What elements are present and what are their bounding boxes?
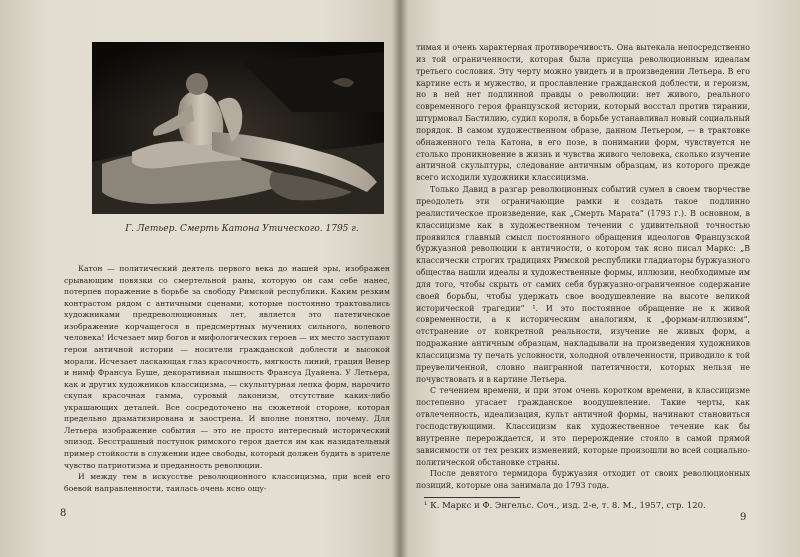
figure-caption: Г. Летьер. Смерть Катона Утического. 1795 г. [125, 224, 359, 234]
footnote-rule [424, 497, 520, 498]
painting-illustration [92, 42, 384, 214]
left-paragraph-2: И между тем в искусстве революционного классицизма, при всей его боевой направленности, таилась очень ясно ощу- [64, 472, 390, 493]
page-number-right: 9 [740, 512, 747, 523]
right-paragraph-4: После девятого термидора буржуазия отходит от своих революционных позиций, которые она занимала до 1793 года. [416, 469, 750, 491]
right-paragraph-3: С течением времени, и при этом очень коротком времени, в классицизме постепенно угасает гражданское воодушевление. Такие черты, как отвлеченность, идеализация, культ античной формы, начинают становиться господствующими. Классицизм как художественное течение как бы внутренне перерождается, и это перерождение стояло в самой прямой зависимости от тех резких изменений, которые произошли во всей социально-политической обстановке страны. [416, 386, 750, 467]
right-page [400, 0, 800, 557]
painting-figure [92, 42, 384, 214]
page-number-left: 8 [60, 508, 67, 519]
left-body-text [64, 263, 390, 494]
footnote: ¹ К. Маркс и Ф. Энгельс. Соч., изд. 2-е, т. 8. М., 1957, стр. 120. [424, 501, 706, 511]
right-paragraph-2: Только Давид в разгар революционных событий сумел в своем творчестве преодолеть эти ограничающие рамки и создать такое подлинно реалистическое произведение, как „Смерть Марата“ (1793 г.). В основном, в классицизме как в художественном течении с удивительной точностью проявился главный смысл постоянного обращения идеологов Французской буржуазной революции к античности, о котором так ясно писал Маркс: „В классически строгих традициях Римской республики гладиаторы буржуазного общества нашли идеалы и художественные формы, иллюзии, необходимые им для того, чтобы скрыть от самих себя буржуазно-ограниченное содержание своей борьбы, чтобы удержать свое воодушевление на высоте великой исторической трагедии“ ¹. И это постоянное обращение не к живой современности, а к историческим аналогиям, к „формам-иллюзиям“, отстранение от конкретной реальности, изучение не живых форм, а подражание античным образцам, накладывали на произведения художников классицизма ту печать условности, холодной отвлеченности, приводило к той преувеличенной, словно наигранной патетичности, которых нельзя не почувствовать и в картине Летьера. [416, 185, 750, 384]
right-paragraph-1: тимая и очень характерная противоречивость. Она вытекала непосредственно из той ограниченности, которая была присуща революционным идеалам третьего сословия. Эту черту можно увидеть и в произведении Летьера. В его картине есть и мужество, и прославление гражданской доблести, и героизм, но в ней нет подлинной правды о революции: нет живого, реального современного героя французской истории, который восстал против тирании, штурмовал Бастилию, судил короля, в борьбе устанавливал новый социальный порядок. В самом художественном образе, данном Летьером, — в трактовке обнаженного тела Катона, в его позе, в понимании форм, чувствуется не столько проникновение в жизнь и чувства живого человека, сколько изучение античной скульптуры, следование античным образцам, из которого прежде всего исходили художники классицизма. [416, 43, 750, 183]
left-paragraph-1: Катон — политический деятель первого века до нашей эры, изображен срывающим повязки со смертельной раны, которую он сам себе нанес, потерпев поражение в борьбе за свободу Римской республики. Каким резким контрастом рядом с античными сценами, которые постоянно трактовались художниками предреволюционных лет, является это патетическое изображение корчащегося в предсмертных мучениях сильного, волевого человека! Исчезает мир богов и мифологических героев — их место заступают герои античной истории — носители гражданской доблести и высокой морали. Исчезает ласкающая глаз красочность, мягкость линий, грация Венер и нимф Франсуа Буше, декоративная пышность Франсуа Дуайена. У Летьера, как и других художников классицизма, — скульптурная лепка форм, нарочито скупая красочная гамма, суровый лаконизм, отсутствие каких-либо украшающих деталей. Все сосредоточено на сюжетной стороне, которая предельно драматизирована и заострена. И вполне понятно, почему. Для Летьера изображение события — это не просто интересный исторический эпизод. Бесстрашный поступок римского героя дается им как назидательный пример стойкости в служении идее свободы, который должен будить в зрителе чувство патриотизма и преданность революции. [64, 264, 390, 470]
right-body-text [416, 42, 750, 492]
book-spine [392, 0, 408, 557]
